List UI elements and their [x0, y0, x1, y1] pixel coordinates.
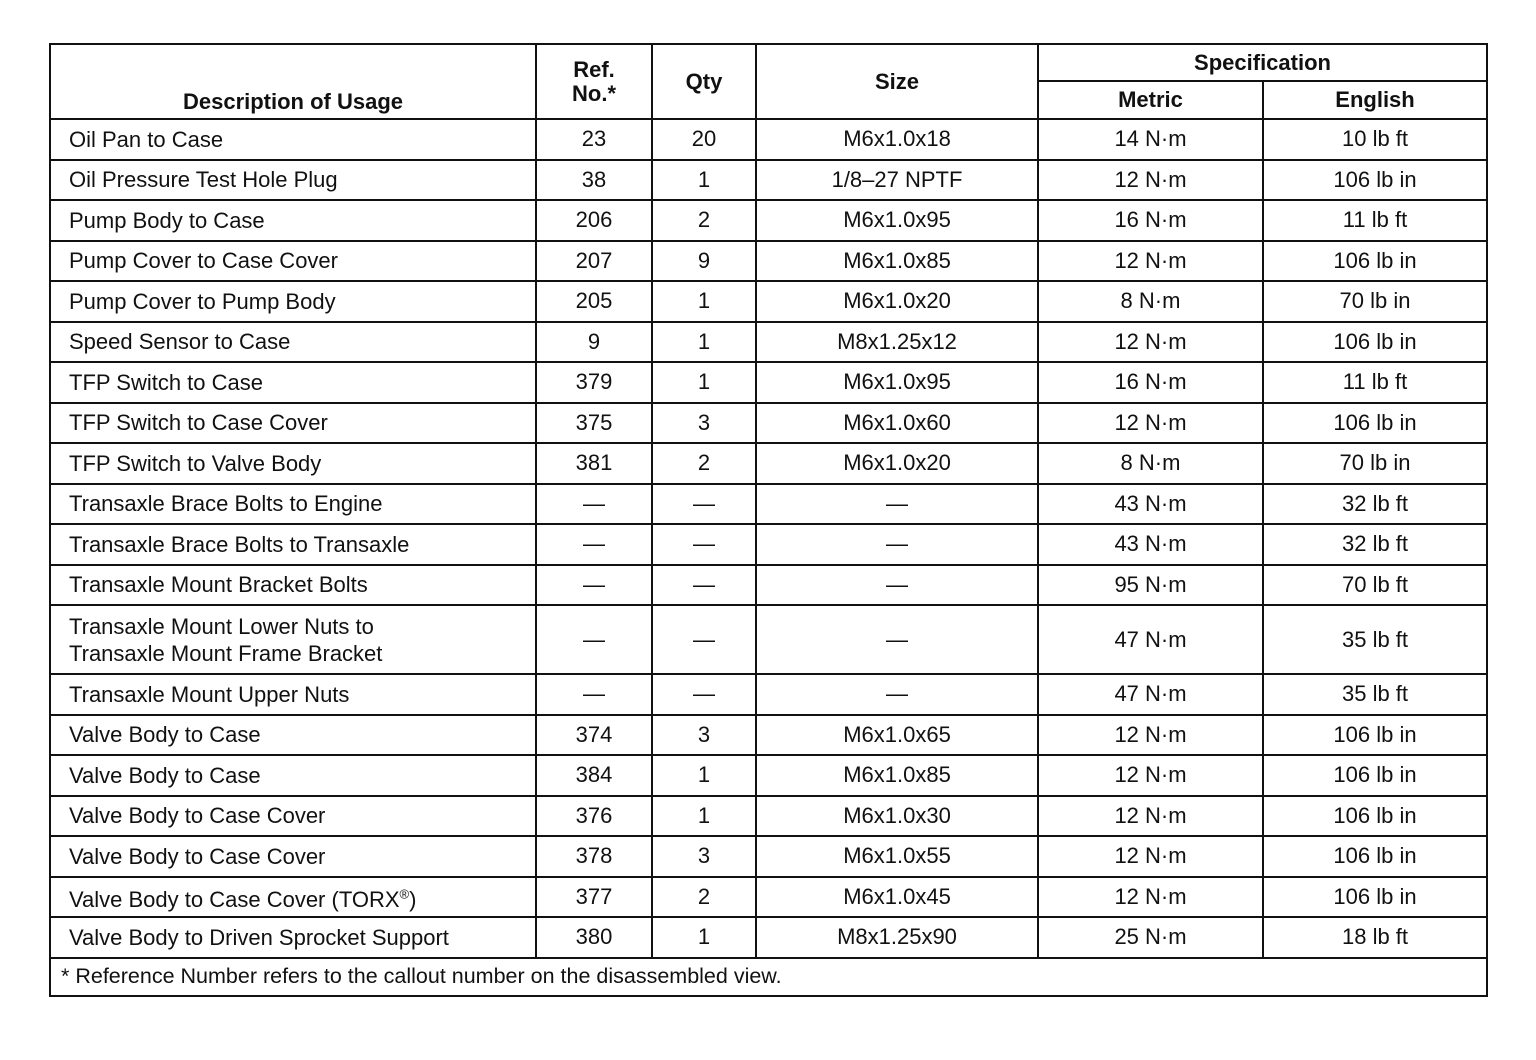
cell-qty: — — [652, 484, 756, 525]
cell-qty: 2 — [652, 200, 756, 241]
cell-size: — — [756, 484, 1038, 525]
header-ref-no — [536, 44, 652, 119]
table-row — [50, 715, 1487, 756]
cell-metric: 43 N·m — [1038, 484, 1263, 525]
cell-size: M6x1.0x20 — [756, 443, 1038, 484]
cell-size: M6x1.0x95 — [756, 362, 1038, 403]
cell-ref: — — [536, 484, 652, 525]
cell-ref: 207 — [536, 241, 652, 282]
cell-description — [50, 796, 536, 837]
cell-ref: 38 — [536, 160, 652, 201]
cell-description — [50, 362, 536, 403]
description-line: Transaxle Mount Bracket Bolts — [69, 572, 368, 598]
cell-metric: 95 N·m — [1038, 565, 1263, 606]
cell-metric: 16 N·m — [1038, 200, 1263, 241]
cell-english: 35 lb ft — [1263, 605, 1487, 674]
cell-description — [50, 484, 536, 525]
cell-metric: 12 N·m — [1038, 403, 1263, 444]
cell-ref: 205 — [536, 281, 652, 322]
cell-description — [50, 877, 536, 918]
cell-english: 32 lb ft — [1263, 484, 1487, 525]
cell-qty: 1 — [652, 322, 756, 363]
cell-description — [50, 715, 536, 756]
header-description: Description of Usage — [50, 44, 536, 119]
cell-size: M6x1.0x60 — [756, 403, 1038, 444]
cell-english: 70 lb in — [1263, 281, 1487, 322]
cell-metric: 8 N·m — [1038, 443, 1263, 484]
cell-size: M6x1.0x95 — [756, 200, 1038, 241]
description-line: Valve Body to Case Cover (TORX®) — [69, 886, 417, 912]
torque-specification-table — [49, 43, 1488, 997]
cell-ref: 379 — [536, 362, 652, 403]
table-row — [50, 917, 1487, 958]
cell-description — [50, 755, 536, 796]
table-row — [50, 605, 1487, 674]
description-line: TFP Switch to Valve Body — [69, 450, 322, 476]
cell-metric: 25 N·m — [1038, 917, 1263, 958]
cell-ref: 23 — [536, 119, 652, 160]
description-line: Oil Pressure Test Hole Plug — [69, 167, 338, 193]
table-row — [50, 565, 1487, 606]
description-line: Pump Cover to Pump Body — [69, 288, 336, 314]
table-row — [50, 443, 1487, 484]
description-line: Transaxle Mount Upper Nuts — [69, 681, 350, 707]
cell-description — [50, 836, 536, 877]
table-row — [50, 403, 1487, 444]
description-line: Valve Body to Case Cover — [69, 803, 326, 829]
cell-description — [50, 322, 536, 363]
cell-english: 11 lb ft — [1263, 200, 1487, 241]
cell-description — [50, 674, 536, 715]
table-row — [50, 362, 1487, 403]
description-line: Valve Body to Case — [69, 722, 261, 748]
cell-english: 106 lb in — [1263, 877, 1487, 918]
cell-qty: 20 — [652, 119, 756, 160]
cell-ref: — — [536, 524, 652, 565]
header-qty: Qty — [652, 44, 756, 119]
description-line: TFP Switch to Case — [69, 369, 263, 395]
cell-english: 106 lb in — [1263, 755, 1487, 796]
cell-qty: 9 — [652, 241, 756, 282]
cell-description — [50, 605, 536, 674]
cell-metric: 12 N·m — [1038, 877, 1263, 918]
cell-metric: 12 N·m — [1038, 160, 1263, 201]
cell-size: M6x1.0x85 — [756, 241, 1038, 282]
cell-english: 35 lb ft — [1263, 674, 1487, 715]
cell-size: — — [756, 605, 1038, 674]
cell-english: 10 lb ft — [1263, 119, 1487, 160]
header-english: English — [1263, 81, 1487, 119]
cell-qty: — — [652, 605, 756, 674]
header-metric: Metric — [1038, 81, 1263, 119]
cell-size: M6x1.0x55 — [756, 836, 1038, 877]
cell-ref: 9 — [536, 322, 652, 363]
cell-english: 18 lb ft — [1263, 917, 1487, 958]
cell-metric: 12 N·m — [1038, 796, 1263, 837]
cell-ref: 377 — [536, 877, 652, 918]
cell-size: M6x1.0x18 — [756, 119, 1038, 160]
table-row — [50, 322, 1487, 363]
cell-description — [50, 281, 536, 322]
cell-metric: 8 N·m — [1038, 281, 1263, 322]
description-line: Transaxle Brace Bolts to Engine — [69, 491, 383, 517]
cell-size: M6x1.0x30 — [756, 796, 1038, 837]
cell-size: M8x1.25x90 — [756, 917, 1038, 958]
cell-english: 32 lb ft — [1263, 524, 1487, 565]
cell-qty: 3 — [652, 836, 756, 877]
cell-ref: — — [536, 674, 652, 715]
cell-metric: 43 N·m — [1038, 524, 1263, 565]
cell-description — [50, 241, 536, 282]
description-line: Valve Body to Case — [69, 762, 261, 788]
cell-ref: 375 — [536, 403, 652, 444]
description-line: Transaxle Brace Bolts to Transaxle — [69, 531, 410, 557]
description-line: Valve Body to Driven Sprocket Support — [69, 924, 449, 950]
cell-qty: — — [652, 524, 756, 565]
cell-qty: 3 — [652, 715, 756, 756]
description-line: Transaxle Mount Frame Bracket — [69, 640, 383, 666]
cell-ref: 378 — [536, 836, 652, 877]
cell-size: — — [756, 674, 1038, 715]
cell-description — [50, 524, 536, 565]
table-row — [50, 484, 1487, 525]
header-ref-line2: No.* — [572, 80, 616, 106]
cell-ref: — — [536, 605, 652, 674]
cell-english: 106 lb in — [1263, 836, 1487, 877]
cell-english: 106 lb in — [1263, 796, 1487, 837]
cell-english: 70 lb in — [1263, 443, 1487, 484]
cell-qty: 2 — [652, 877, 756, 918]
cell-metric: 14 N·m — [1038, 119, 1263, 160]
cell-qty: — — [652, 674, 756, 715]
cell-size: M6x1.0x20 — [756, 281, 1038, 322]
table-row — [50, 836, 1487, 877]
cell-english: 106 lb in — [1263, 241, 1487, 282]
cell-metric: 12 N·m — [1038, 241, 1263, 282]
table-row — [50, 241, 1487, 282]
footnote: * Reference Number refers to the callout number on the disassembled view. — [50, 958, 1487, 996]
table-body — [50, 119, 1487, 958]
table-row — [50, 877, 1487, 918]
header-specification: Specification — [1038, 44, 1487, 81]
cell-size: M6x1.0x65 — [756, 715, 1038, 756]
cell-size: 1/8–27 NPTF — [756, 160, 1038, 201]
table-row — [50, 160, 1487, 201]
description-line: Transaxle Mount Lower Nuts to — [69, 613, 374, 639]
cell-english: 106 lb in — [1263, 322, 1487, 363]
description-line: Valve Body to Case Cover — [69, 843, 326, 869]
cell-ref: 376 — [536, 796, 652, 837]
cell-description — [50, 119, 536, 160]
cell-description — [50, 917, 536, 958]
cell-qty: — — [652, 565, 756, 606]
table-row — [50, 524, 1487, 565]
table-row — [50, 674, 1487, 715]
cell-metric: 47 N·m — [1038, 605, 1263, 674]
cell-qty: 1 — [652, 796, 756, 837]
description-line: TFP Switch to Case Cover — [69, 410, 328, 436]
cell-english: 106 lb in — [1263, 715, 1487, 756]
cell-qty: 1 — [652, 362, 756, 403]
table-row — [50, 796, 1487, 837]
cell-size: M8x1.25x12 — [756, 322, 1038, 363]
table-row — [50, 119, 1487, 160]
cell-english: 106 lb in — [1263, 160, 1487, 201]
cell-description — [50, 403, 536, 444]
description-line: Speed Sensor to Case — [69, 329, 291, 355]
cell-ref: — — [536, 565, 652, 606]
cell-qty: 1 — [652, 917, 756, 958]
header-ref-line1: Ref. — [573, 56, 615, 82]
cell-ref: 384 — [536, 755, 652, 796]
table-row — [50, 755, 1487, 796]
cell-description — [50, 565, 536, 606]
cell-ref: 206 — [536, 200, 652, 241]
cell-metric: 47 N·m — [1038, 674, 1263, 715]
cell-english: 106 lb in — [1263, 403, 1487, 444]
cell-english: 70 lb ft — [1263, 565, 1487, 606]
description-line: Pump Body to Case — [69, 207, 265, 233]
cell-ref: 380 — [536, 917, 652, 958]
cell-qty: 1 — [652, 160, 756, 201]
cell-ref: 374 — [536, 715, 652, 756]
cell-english: 11 lb ft — [1263, 362, 1487, 403]
cell-qty: 1 — [652, 755, 756, 796]
cell-size: — — [756, 565, 1038, 606]
cell-metric: 16 N·m — [1038, 362, 1263, 403]
cell-size: — — [756, 524, 1038, 565]
description-line: Pump Cover to Case Cover — [69, 248, 338, 274]
header-size: Size — [756, 44, 1038, 119]
cell-ref: 381 — [536, 443, 652, 484]
description-line: Oil Pan to Case — [69, 126, 224, 152]
cell-size: M6x1.0x45 — [756, 877, 1038, 918]
cell-description — [50, 200, 536, 241]
cell-qty: 2 — [652, 443, 756, 484]
cell-metric: 12 N·m — [1038, 836, 1263, 877]
cell-metric: 12 N·m — [1038, 755, 1263, 796]
table-row — [50, 281, 1487, 322]
cell-metric: 12 N·m — [1038, 715, 1263, 756]
cell-qty: 1 — [652, 281, 756, 322]
cell-size: M6x1.0x85 — [756, 755, 1038, 796]
cell-qty: 3 — [652, 403, 756, 444]
cell-description — [50, 443, 536, 484]
cell-metric: 12 N·m — [1038, 322, 1263, 363]
cell-description — [50, 160, 536, 201]
table-row — [50, 200, 1487, 241]
